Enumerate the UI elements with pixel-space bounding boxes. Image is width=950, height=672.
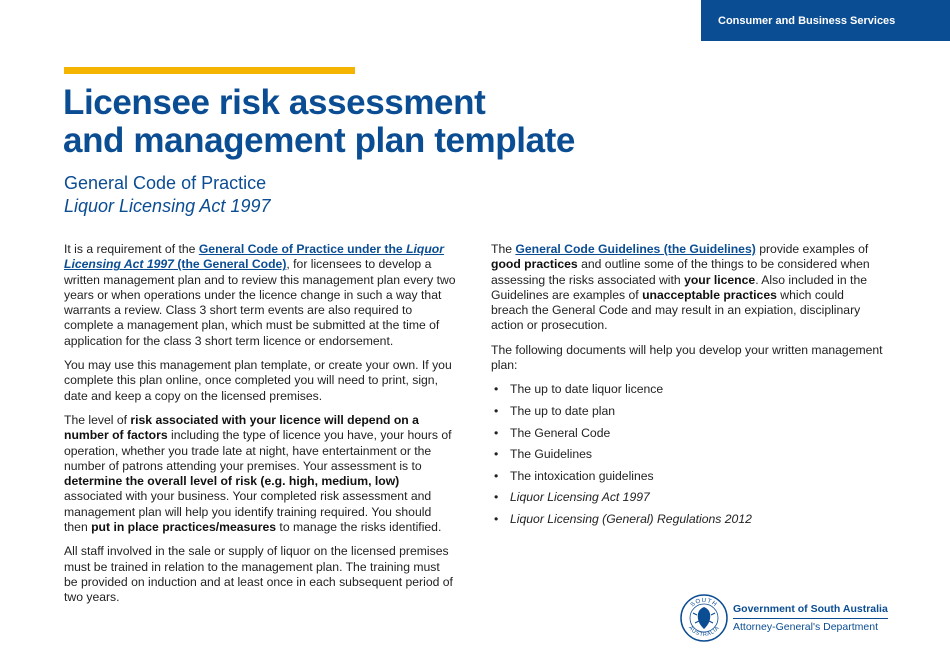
subtitle-act: Liquor Licensing Act 1997 (64, 196, 271, 216)
government-text (733, 603, 888, 634)
subtitle (64, 172, 270, 218)
crest-text-top: SOUTH (689, 597, 719, 609)
department-name: Consumer and Business Services (718, 14, 896, 27)
subtitle-code: General Code of Practice (64, 173, 267, 193)
link-text-act: Liquor Licensing Act 1997 (64, 242, 444, 272)
left-column (64, 242, 456, 615)
list-item-text: Liquor Licensing (General) Regulations 2012 (510, 511, 752, 526)
bold-text: put in place practices/measures (91, 520, 277, 535)
bold-text: unacceptable practices (642, 287, 777, 302)
link-text: General Code of Practice under the (198, 242, 407, 256)
text: which could breach the General Code and may result in an expiation, disciplinary action or prosecution. (491, 287, 861, 333)
accent-bar (64, 67, 355, 74)
bold-text: determine the overall level of risk (e.g. high, medium, low) (64, 474, 400, 489)
list-item-text: The up to date plan (510, 403, 616, 418)
government-name: Government of South Australia (733, 602, 888, 615)
bullet-icon: • (494, 403, 499, 418)
bullet-icon: • (494, 490, 499, 505)
list-item (491, 382, 883, 397)
crest-text-bottom: AUSTRALIA (687, 625, 721, 639)
text: The level of (64, 412, 131, 427)
paragraph-requirement (64, 242, 456, 349)
bold-text: your licence (684, 272, 756, 287)
sa-crest-icon (679, 593, 729, 643)
list-item (491, 512, 883, 527)
list-item (491, 469, 883, 484)
paragraph-template-use: You may use this management plan template, or create your own. If you complete this plan online, once completed you will need to print, sign, date and keep a copy on the licensed premises. (64, 358, 452, 403)
page-title (63, 84, 575, 160)
list-item-text: The up to date liquor licence (510, 382, 664, 397)
list-item (491, 447, 883, 462)
paragraph-staff-training: All staff involved in the sale or supply of liquor on the licensed premises must be trained in relation to the management plan. The training must be provided on induction and at least once in each subsequent period of two years. (64, 544, 453, 605)
right-column (491, 242, 883, 534)
text: including the type of licence you have, your hours of operation, whether you trade late at night, have entertainment or the number of patrons attending your premises. Your assessment is to (64, 428, 452, 473)
text: and outline some of the things to be considered when assessing the risks associated with (491, 257, 870, 287)
department-name-footer: Attorney-General's Department (733, 620, 878, 633)
guidelines-link[interactable]: General Code Guidelines (the Guidelines) (515, 242, 756, 256)
bold-text: good practices (491, 257, 578, 272)
text: associated with your business. Your completed risk assessment and management plan will help you identify training required. You should then (64, 489, 432, 535)
list-item (491, 404, 883, 419)
list-item-text: The Guidelines (510, 447, 592, 462)
text: provide examples of (755, 242, 869, 256)
bullet-icon: • (494, 511, 499, 526)
list-item-text: The General Code (510, 425, 611, 440)
bold-text: risk associated with your licence will depend on a number of factors (64, 412, 419, 443)
government-logo (679, 593, 888, 643)
paragraph-documents-intro: The following documents will help you develop your written management plan: (491, 342, 883, 373)
text: The (491, 242, 516, 256)
paragraph-guidelines (491, 242, 883, 334)
paragraph-risk-level (64, 413, 456, 535)
title-line-2: and management plan template (63, 121, 575, 160)
bullet-icon: • (494, 468, 499, 483)
list-item (491, 490, 883, 505)
title-line-1: Licensee risk assessment (63, 83, 486, 122)
text: to manage the risks identified. (276, 520, 442, 535)
bullet-icon: • (494, 425, 499, 440)
text: . Also included in the Guidelines are examples of (491, 272, 867, 302)
link-text-suffix: (the General Code) (173, 257, 287, 272)
text: , for licensees to develop a written management plan and to review this management plan every two years or when operations under the licence change in such a way that warrants a review. Class 3 short term events are also required to complete a management plan, which must be submitted at the time of application for the class 3 short term licence or endorsement. (64, 257, 456, 348)
divider (733, 618, 888, 619)
list-item-text: Liquor Licensing Act 1997 (510, 490, 650, 505)
documents-list (491, 382, 883, 527)
department-banner (701, 0, 950, 41)
list-item (491, 426, 883, 441)
bullet-icon: • (494, 447, 499, 462)
bullet-icon: • (494, 382, 499, 397)
list-item-text: The intoxication guidelines (510, 468, 654, 483)
text: It is a requirement of the (64, 242, 199, 256)
